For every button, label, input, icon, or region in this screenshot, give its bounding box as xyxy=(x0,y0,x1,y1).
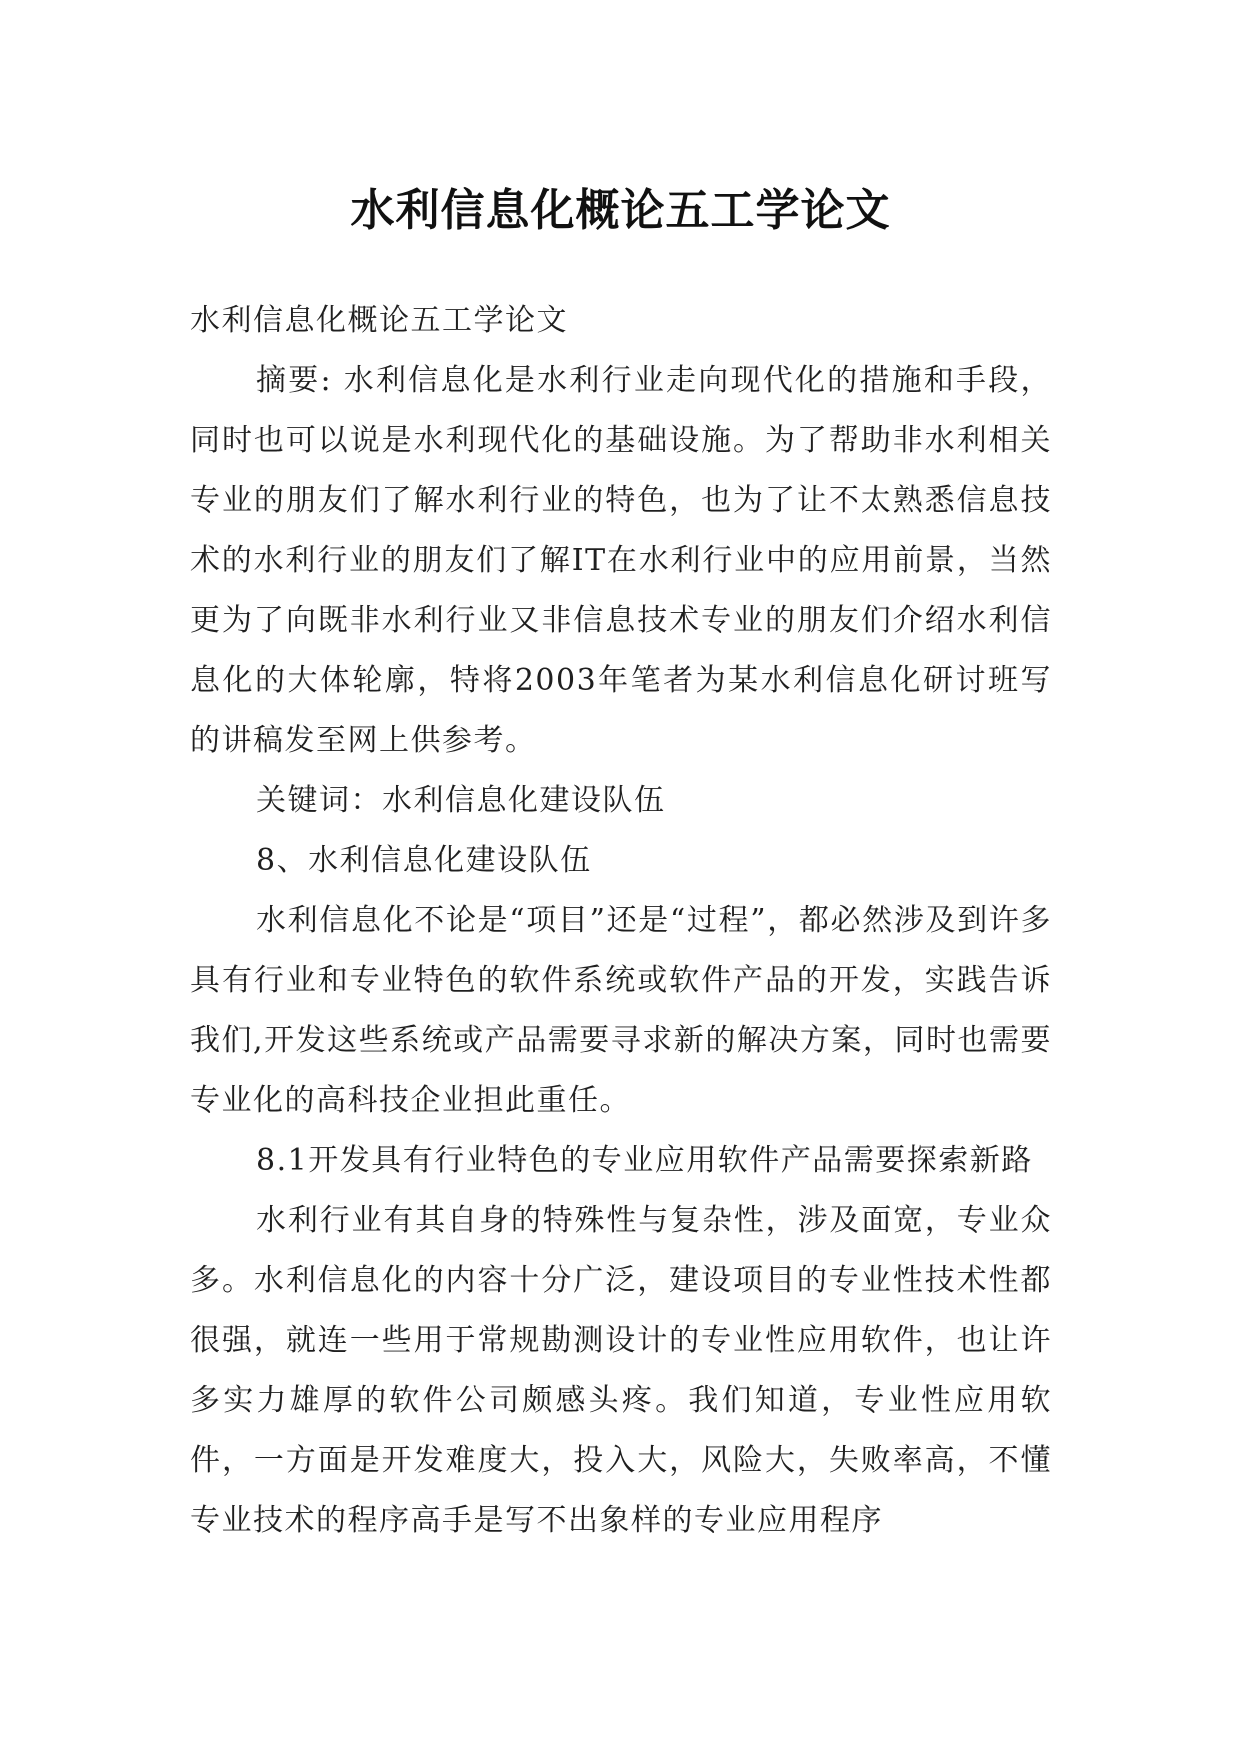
paragraph-abstract: 摘要: 水利信息化是水利行业走向现代化的措施和手段，同时也可以说是水利现代化的基础设施。为了帮助非水利相关专业的朋友们了解水利行业的特色，也为了让不太熟悉信息技术的水利行业的朋友们了解IT在水利行业中的应用前景，当然更为了向既非水利行业又非信息技术专业的朋友们介绍水利信息化的大体轮廓，特将2003年笔者为某水利信息化研讨班写的讲稿发至网上供参考。 xyxy=(190,363,1052,758)
paragraph-section-8-1-body: 水利行业有其自身的特殊性与复杂性，涉及面宽，专业众多。水利信息化的内容十分广泛，建设项目的专业性技术性都很强，就连一些用于常规勘测设计的专业性应用软件，也让许多实力雄厚的软件公司颇感头疼。我们知道，专业性应用软件，一方面是开发难度大，投入大，风险大，失败率高，不懂专业技术的程序高手是写不出象样的专业应用程序 xyxy=(190,1203,1052,1538)
paragraph-keywords: 关键词：水利信息化建设队伍 xyxy=(256,783,666,818)
section-heading-8: 8、水利信息化建设队伍 xyxy=(256,843,592,878)
document-body xyxy=(190,291,1052,1551)
paragraph-section-8-intro: 水利信息化不论是“项目”还是“过程”，都必然涉及到许多具有行业和专业特色的软件系统或软件产品的开发，实践告诉我们,开发这些系统或产品需要寻求新的解决方案，同时也需要专业化的高科技企业担此重任。 xyxy=(190,903,1052,1118)
section-heading-8-1: 8.1开发具有行业特色的专业应用软件产品需要探索新路 xyxy=(256,1143,1033,1178)
paragraph-subtitle: 水利信息化概论五工学论文 xyxy=(190,303,568,338)
document-title: 水利信息化概论五工学论文 xyxy=(350,185,891,237)
